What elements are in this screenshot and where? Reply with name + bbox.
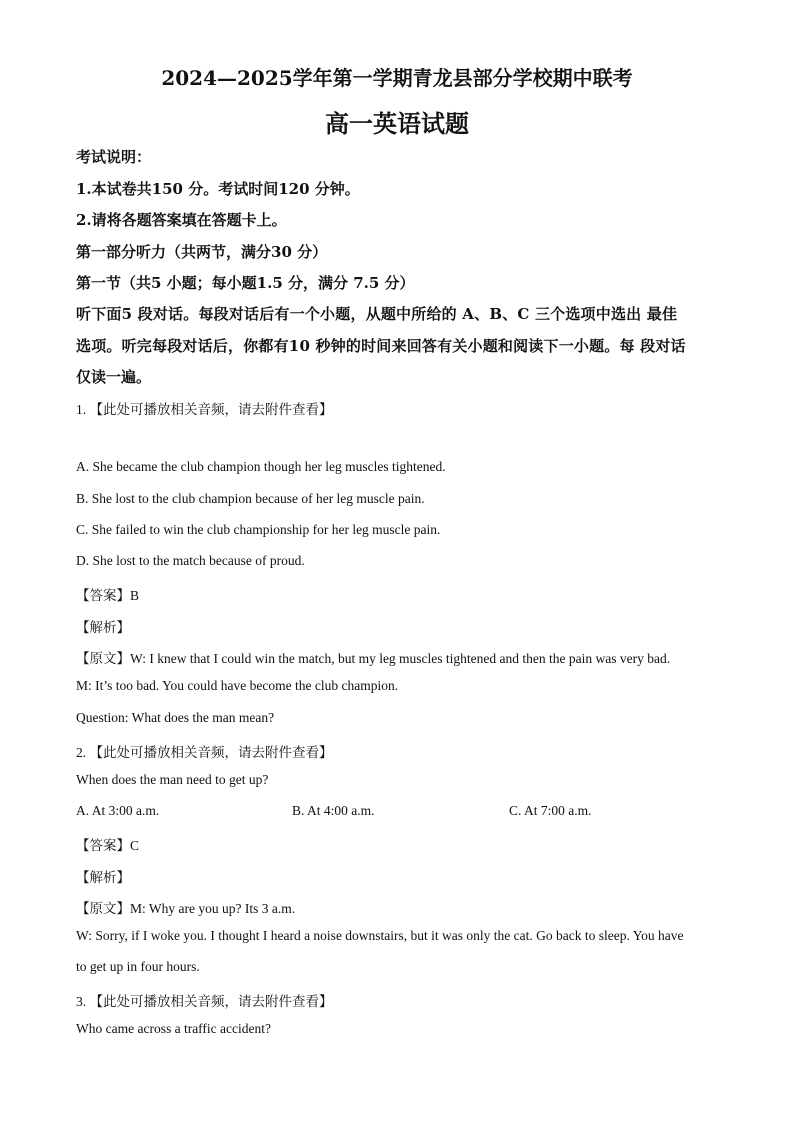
section1-heading: 第一节（共5 小题；每小题1.5 分，满分 7.5 分） xyxy=(76,274,415,292)
q1-analysis: 【解析】 xyxy=(76,620,130,635)
q2-transcript-1: 【原文】M: Why are you up? Its 3 a.m. xyxy=(76,901,296,916)
q2-option-c: C. At 7:00 a.m. xyxy=(509,803,592,818)
q2-analysis: 【解析】 xyxy=(76,870,130,885)
q2-answer: 【答案】C xyxy=(76,838,140,853)
q1-option-a: A. She became the club champion though her leg muscles tightened. xyxy=(76,459,446,474)
q1-stem: 1. 【此处可播放相关音频，请去附件查看】 xyxy=(76,402,333,417)
q3-stem: 3. 【此处可播放相关音频，请去附件查看】 xyxy=(76,994,333,1009)
instructions-heading: 考试说明： xyxy=(76,148,152,166)
exam-subtitle: 高一英语试题 xyxy=(325,109,469,138)
q2-transcript-2: W: Sorry, if I woke you. I thought I heard a noise downstairs, but it was only the cat. Go back to sleep. You have xyxy=(76,928,684,943)
q2-transcript-3: to get up in four hours. xyxy=(76,959,200,974)
q2-stem: 2. 【此处可播放相关音频，请去附件查看】 xyxy=(76,745,333,760)
q1-option-d: D. She lost to the match because of proud. xyxy=(76,553,305,568)
q1-question-text: Question: What does the man mean? xyxy=(76,710,275,725)
q2-option-a: A. At 3:00 a.m. xyxy=(76,803,160,818)
part1-heading: 第一部分听力（共两节，满分30 分） xyxy=(76,243,328,261)
q2-question-text: When does the man need to get up? xyxy=(76,772,269,787)
exam-title: 2024—2025学年第一学期青龙县部分学校期中联考 xyxy=(161,66,633,90)
q1-transcript-2: M: It’s too bad. You could have become the club champion. xyxy=(76,678,399,693)
directions-line-3: 仅读一遍。 xyxy=(76,368,152,386)
directions-line-2: 选项。听完每段对话后，你都有10 秒钟的时间来回答有关小题和阅读下一小题。每 段对话 xyxy=(76,337,686,355)
q1-option-c: C. She failed to win the club championship for her leg muscle pain. xyxy=(76,522,441,537)
q1-answer: 【答案】B xyxy=(76,588,140,603)
directions-line-1: 听下面5 段对话。每段对话后有一个小题，从题中所给的 A、B、C 三个选项中选出 最佳 xyxy=(76,305,678,323)
q3-question-text: Who came across a traffic accident? xyxy=(76,1021,272,1036)
instruction-item-1: 1.本试卷共150 分。考试时间120 分钟。 xyxy=(76,180,360,198)
q2-option-b: B. At 4:00 a.m. xyxy=(292,803,375,818)
q1-transcript-1: 【原文】W: I knew that I could win the match, but my leg muscles tightened and then the pain was very bad. xyxy=(76,651,671,666)
q1-option-b: B. She lost to the club champion because of her leg muscle pain. xyxy=(76,491,425,506)
instruction-item-2: 2.请将各题答案填在答题卡上。 xyxy=(76,211,287,229)
